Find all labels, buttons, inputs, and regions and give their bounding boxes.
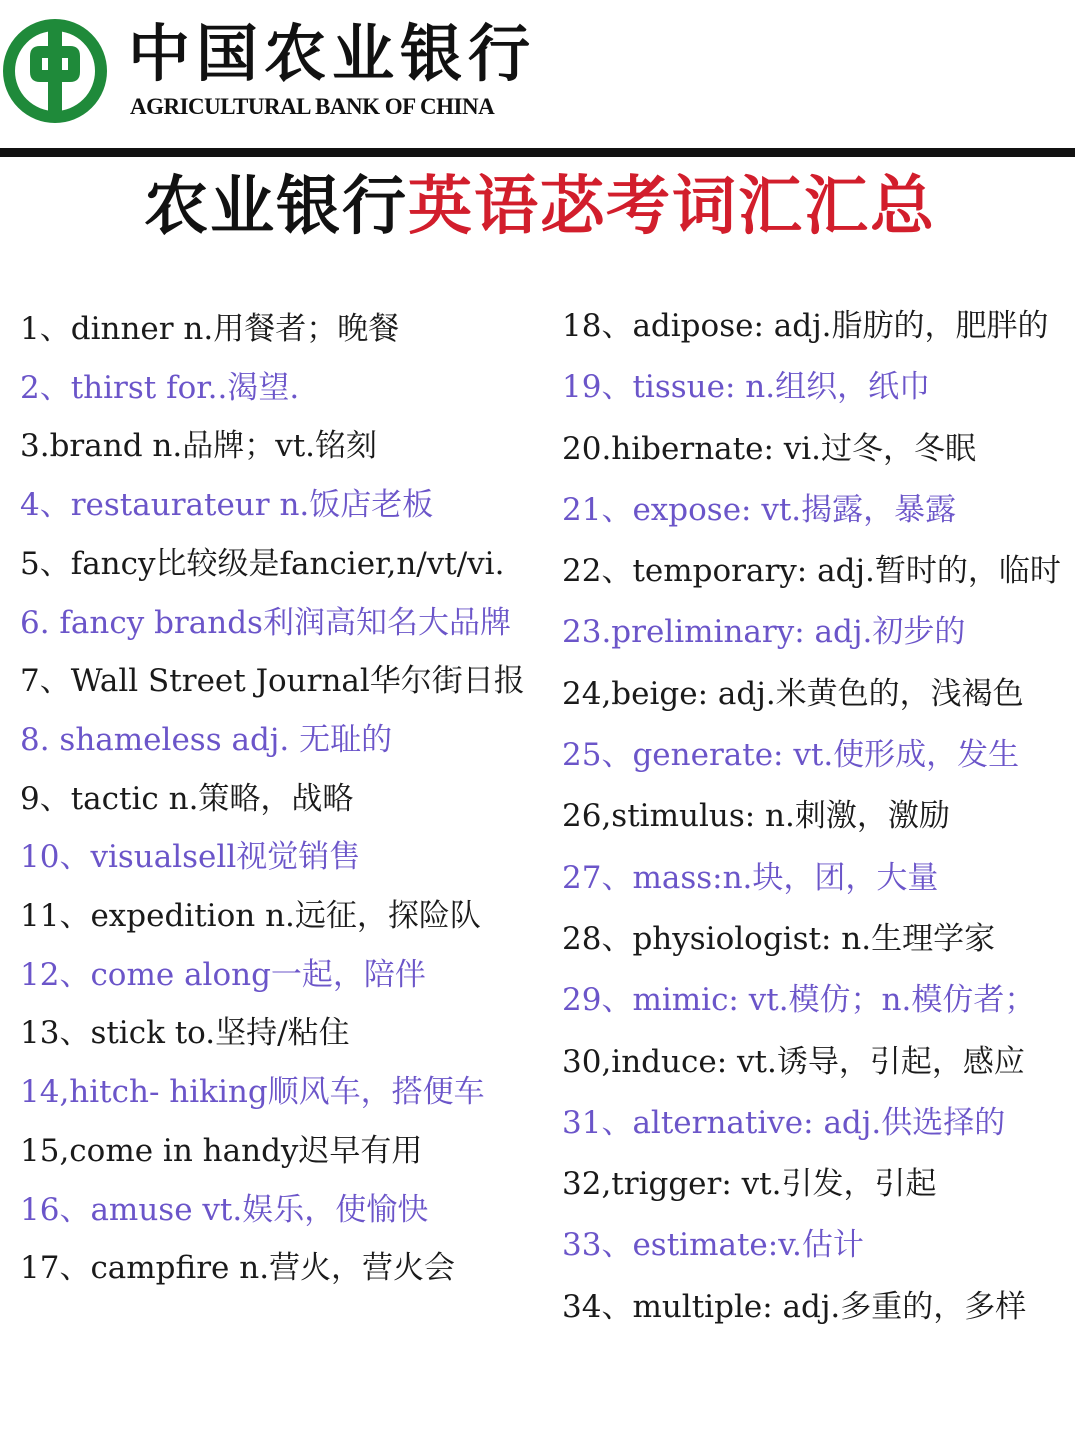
vocab-entry: 15,come in handy迟早有用	[20, 1132, 423, 1169]
vocab-column-left	[20, 300, 545, 1298]
vocab-entry: 34、multiple: adj.多重的，多样	[562, 1288, 1027, 1325]
page-title-part1: 农业银行	[144, 170, 408, 244]
vocab-entry: 27、mass:n.块，团，大量	[562, 859, 939, 896]
vocab-entry: 20.hibernate: vi.过冬，冬眠	[562, 430, 977, 467]
vocab-entry: 22、temporary: adj.暂时的，临时	[562, 553, 1061, 590]
header-divider	[0, 148, 1075, 157]
vocab-entry: 10、visualsell视觉销售	[20, 839, 361, 876]
vocab-entry: 26,stimulus: n.刺激，激励	[562, 798, 950, 835]
vocab-entry: 23.preliminary: adj.初步的	[562, 614, 966, 651]
page-title-part2: 英语苾考词汇汇总	[408, 170, 936, 244]
vocab-entry: 7、Wall Street Journal华尔街日报	[20, 663, 525, 700]
vocab-entry: 28、physiologist: n.生理学家	[562, 920, 996, 957]
vocab-entry: 21、expose: vt.揭露，暴露	[562, 491, 957, 528]
vocab-entry: 4、restaurateur n.饭店老板	[20, 487, 434, 524]
vocab-entry: 12、come along一起，陪伴	[20, 956, 426, 993]
vocab-entry: 18、adipose: adj.脂肪的，肥胖的	[562, 308, 1049, 344]
vocab-entry: 25、generate: vt.使形成，发生	[562, 737, 1020, 774]
vocab-entry: 29、mimic: vt.模仿；n.模仿者；	[562, 982, 1036, 1019]
vocab-entry: 8. shameless adj. 无耻的	[20, 721, 393, 758]
vocab-entry: 24,beige: adj.米黄色的，浅褐色	[562, 675, 1024, 712]
page-title	[0, 166, 1080, 248]
vocab-entry: 33、estimate:v.估计	[562, 1227, 864, 1264]
vocab-column-right	[562, 296, 1067, 1338]
vocab-entry: 2、thirst for..渴望.	[20, 369, 300, 406]
abc-bank-logo-icon	[2, 18, 108, 124]
vocab-entry: 5、fancy比较级是fancier,n/vt/vi.	[20, 545, 505, 582]
vocab-entry: 30,induce: vt.诱导，引起，感应	[562, 1043, 1025, 1080]
bank-name-en: AGRICULTURAL BANK OF CHINA	[130, 94, 495, 119]
vocab-entry: 9、tactic n.策略，战略	[20, 780, 354, 817]
vocab-entry: 16、amuse vt.娱乐，使愉快	[20, 1191, 429, 1228]
vocab-entry: 19、tissue: n.组织，纸巾	[562, 369, 931, 406]
header	[0, 0, 1080, 150]
vocab-entry: 11、expedition n.远征，探险队	[20, 898, 481, 935]
vocab-entry: 3.brand n.品牌；vt.铭刻	[20, 428, 378, 465]
vocab-entry: 14,hitch- hiking顺风车，搭便车	[20, 1074, 485, 1111]
vocab-entry: 13、stick to.坚持/粘住	[20, 1015, 350, 1052]
vocab-entry: 17、campfire n.营火，营火会	[20, 1250, 456, 1287]
vocab-entry: 32,trigger: vt.引发，引起	[562, 1166, 937, 1203]
vocab-entry: 31、alternative: adj.供选择的	[562, 1104, 1006, 1141]
vocab-entry: 6. fancy brands利润高知名大品牌	[20, 604, 511, 641]
bank-name-cn: 中国农业银行	[128, 17, 537, 90]
vocab-entry: 1、dinner n.用餐者；晚餐	[20, 311, 400, 347]
